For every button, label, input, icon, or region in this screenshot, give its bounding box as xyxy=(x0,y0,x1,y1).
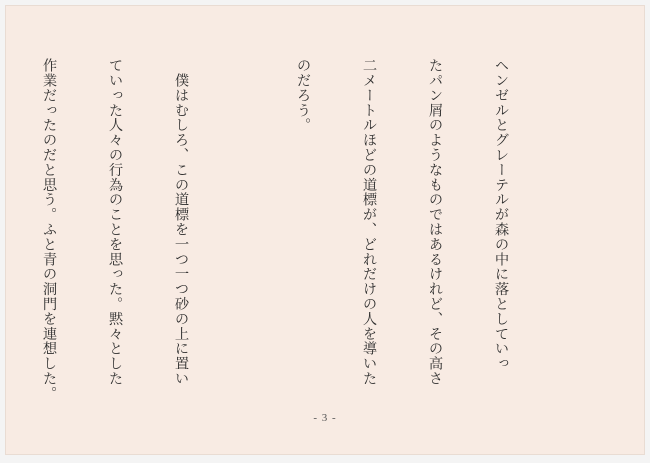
text-line: 僕はむしろ、この道標を一つ一つ砂の上に置い xyxy=(173,58,189,386)
text-line: ヘンゼルとグレーテルが森の中に落としていっ xyxy=(493,58,509,371)
body-text xyxy=(0,58,556,403)
text-line: 二メートルほどの道標が、どれだけの人を導いた xyxy=(361,58,377,386)
text-line: たパン屑のようなものではあるけれど、その高さ xyxy=(427,58,443,386)
document-page xyxy=(6,6,644,454)
text-line: 作業だったのだと思う。ふと青の洞門を連想した。 xyxy=(41,58,57,401)
paragraph-gap xyxy=(236,58,248,403)
text-line: のだろう。 xyxy=(295,58,311,133)
page-number: - 3 - xyxy=(313,412,337,424)
text-line: ていった人々の行為のことを思った。黙々とした xyxy=(107,58,123,386)
